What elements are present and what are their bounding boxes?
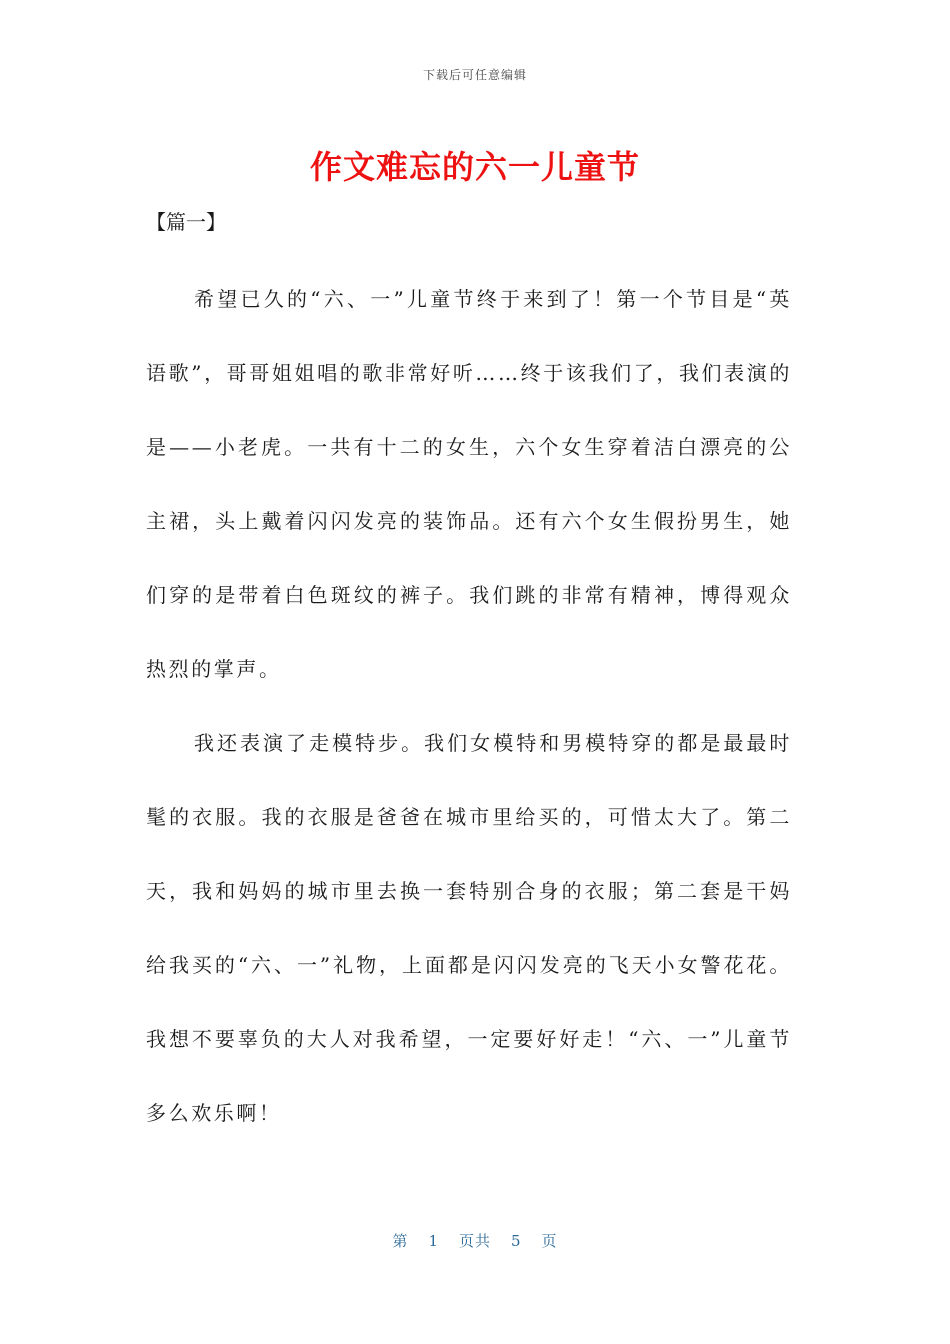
section-label: 【篇一】 (146, 210, 226, 234)
total-pages-number: 5 (511, 1232, 522, 1250)
current-page-number: 1 (428, 1232, 439, 1250)
page-prefix: 第 (392, 1232, 409, 1250)
page-suffix: 页 (541, 1232, 558, 1250)
document-title: 作文难忘的六一儿童节 (309, 148, 640, 186)
paragraph-1: 希望已久的“六、一”儿童节终于来到了！第一个节目是“英语歌”，哥哥姐姐唱的歌非常好听……终于该我们了，我们表演的是——小老虎。一共有十二的女生，六个女生穿着洁白漂亮的公主裙，头上戴着闪闪发亮的装饰品。还有六个女生假扮男生，她们穿的是带着白色斑纹的裤子。我们跳的非常有精神，博得观众热烈的掌声。 (146, 287, 792, 681)
header-note: 下载后可任意编辑 (422, 68, 527, 82)
page-footer (0, 1230, 950, 1251)
paragraph-2: 我还表演了走模特步。我们女模特和男模特穿的都是最最时髦的衣服。我的衣服是爸爸在城市里给买的，可惜太大了。第二天，我和妈妈的城市里去换一套特别合身的衣服；第二套是干妈给我买的“六、一”礼物，上面都是闪闪发亮的飞天小女警花花。我想不要辜负的大人对我希望，一定要好好走！“六、一”儿童节多么欢乐啊！ (146, 731, 792, 1125)
document-body (146, 262, 792, 1150)
page-mid: 页共 (458, 1232, 491, 1250)
